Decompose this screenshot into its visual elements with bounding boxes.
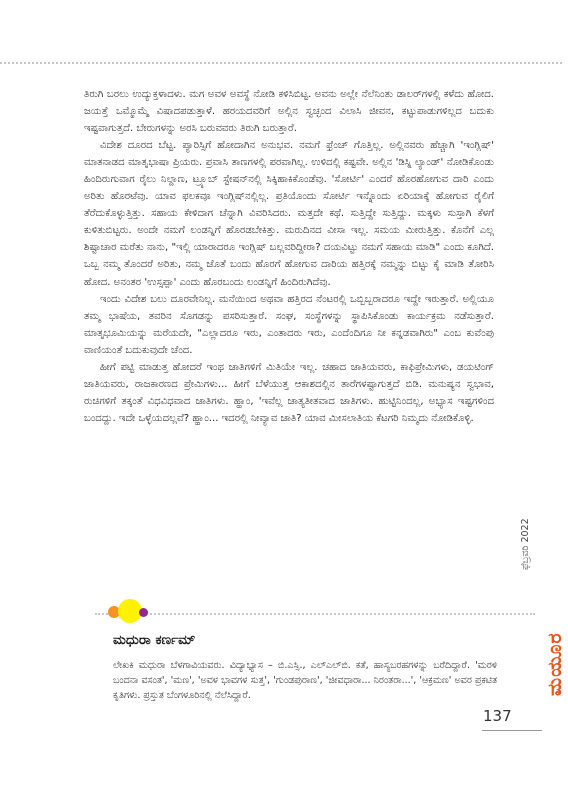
author-name: ಮಧುರಾ ಕರ್ಣಮ್: [113, 632, 196, 648]
issue-date: ಫೆಬ್ರವರಿ 2022: [520, 518, 531, 570]
article-paragraph: ವಿದೇಶ ದೂರದ ಬೆಟ್ಟ. ಪ್ಯಾರಿಸ್ಸಿಗೆ ಹೋದಾಗಿನ ಅನುಭವ. ನಮಗೆ ಫ್ರೆಂಚ್ ಗೊತ್ತಿಲ್ಲ. ಅಲ್ಲಿನವರು ಹೆಚ್ಚಾಗಿ 'ಇಂಗ್ಲಿಷ್' ಮಾತನಾಡದ ಮಾತೃಭಾಷಾ ಪ್ರಿಯರು. ಪ್ರವಾಸಿ ತಾಣಗಳಲ್ಲಿ ಪರವಾಗಿಲ್ಲ. ಉಳಿದಲ್ಲಿ ಕಷ್ಟವೇ. ಅಲ್ಲಿನ 'ಡಿಸ್ನಿ ಲ್ಯಾಂಡ್' ನೋಡಿಕೊಂಡು ಹಿಂದಿರುಗುವಾಗ ರೈಲು ನಿಲ್ದಾಣ, ಟ್ರ್ಯೂಬ್ ಸ್ಟೇಷನ್‌ನಲ್ಲಿ ಸಿಕ್ಕಿಹಾಕಿಕೊಂಡೆವು. 'ಸೋರ್ಟಿ' ಎಂದರೆ ಹೊರಹೋಗುವ ದಾರಿ ಎಂದು ಅರಿತು ಹೊರಟೆವು. ಯಾವ ಫಲಕವೂ ಇಂಗ್ಲಿಷ್‌ನಲ್ಲಿಲ್ಲ. ಪ್ರತಿಯೊಂದು ಸೋರ್ಟಿ ಇನ್ನೊಂದು ಏರಿಯಾಕ್ಕೆ ಹೋಗುವ ರೈಲಿಗೆ ತೆರೆದುಕೊಳ್ಳುತ್ತಿತ್ತು. ಸಹಾಯ ಕೇಳಿದಾಗ ಚೆನ್ನಾಗಿ ವಿವರಿಸಿದರು. ಮತ್ತದೇ ಕಥೆ. ಸುತ್ತಿದ್ದೇ ಸುತ್ತಿದ್ದು. ಮಕ್ಕಳು ಸುಸ್ತಾಗಿ ಕೆಳಗೆ ಕುಳಿತುಬಿಟ್ಟರು. ಅಂದೇ ನಮಗೆ ಲಂಡನ್ನಿಗೆ ಹೊರಡಬೇಕಿತ್ತು. ಮರುದಿನದ ವೀಸಾ ಇಲ್ಲ. ಸಮಯ ಮೀರುತ್ತಿತ್ತು. ಕೊನೆಗೆ ಎಲ್ಲ ಶಿಷ್ಟಾಚಾರ ಮರೆತು ನಾನು, "ಇಲ್ಲಿ ಯಾರಾದರೂ ಇಂಗ್ಲಿಷ್ ಬಲ್ಲವರಿದ್ದೀರಾ? ದಯವಿಟ್ಟು ನಮಗೆ ಸಹಾಯ ಮಾಡಿ" ಎಂದು ಕೂಗಿದೆ. ಒಬ್ಬ ನಮ್ಮ ತೊಂದರೆ ಅರಿತು, ನಮ್ಮ ಜೊತೆ ಬಂದು ಹೊರಗೆ ಹೋಗುವ ದಾರಿಯ ಹತ್ತಿರಕ್ಕೆ ನಮ್ಮನ್ನು ಬಿಟ್ಟು ಕೈ ಮಾಡಿ ತೋರಿಸಿ ಹೋದ. ಅನಂತರ 'ಉಸ್ಸಪ್ಪಾ' ಎಂದು ಹೊರಬಂದು ಲಂಡನ್ನಿಗೆ ಹಿಂದಿರುಗಿದೆವು.: [84, 140, 494, 288]
author-bio: ಲೇಖಕಿ ಮಧುರಾ ಬೆಳಗಾವಿಯವರು. ವಿದ್ಯಾಭ್ಯಾಸ – ಬಿ.ಎಸ್ಸಿ., ಎಲ್‌ಎಲ್‌ಬಿ. ಕತೆ, ಹಾಸ್ಯಬರಹಗಳನ್ನು ಬರೆದಿದ್ದಾರೆ. 'ಮರಳಿ ಬಂದನಾ ವಸಂತ', 'ಮಣ', 'ಅವಳ ಭಾವಗಳ ಸುತ್ತ', 'ಗುಂಡಪುರಾಣ', 'ಜೀವಧಾರಾ... ನಿರಂತರಾ...', 'ಆಕ್ರಮಣ' ಅವರ ಪ್ರಕಟಿತ ಕೃತಿಗಳು. ಪ್ರಸ್ತುತ ಬೆಂಗಳೂರಿನಲ್ಲಿ ನೆಲೆಸಿದ್ದಾರೆ.: [113, 660, 497, 701]
article-body: [84, 86, 494, 427]
article-paragraph: ಇಂದು ವಿದೇಶ ಬಲು ದೂರವೇನಿಲ್ಲ. ಮನೆಯಿಂದ ಅಥವಾ ಹತ್ತಿರದ ನೆಂಟರಲ್ಲಿ ಒಬ್ಬಿಬ್ಬರಾದರೂ ಇದ್ದೇ ಇರುತ್ತಾರೆ. ಅಲ್ಲಿಯೂ ತಮ್ಮ ಭಾಷೆಯ, ತವರಿನ ಸೊಗಡನ್ನು ಪಸರಿಸುತ್ತಾರೆ. ಸಂಘ, ಸಂಸ್ಥೆಗಳನ್ನು ಸ್ಥಾಪಿಸಿಕೊಂಡು ಕಾರ್ಯಕ್ರಮ ನಡೆಸುತ್ತಾರೆ. ಮಾತೃಭೂಮಿಯನ್ನು ಮರೆಯದೇ, "ಎಲ್ಲಾದರೂ ಇರು, ಎಂತಾದರು ಇರು, ಎಂದೆಂದಿಗೂ ನೀ ಕನ್ನಡವಾಗಿರು" ಎಂಬ ಕುವೆಂಪು ವಾಣಿಯಂತೆ ಬದುಕುವುದೇ ಚೆಂದ.: [84, 293, 494, 356]
article-paragraph: ಹೀಗೆ ಪಟ್ಟಿ ಮಾಡುತ್ತ ಹೋದರೆ ಇಂಥ ಜಾತಿಗಳಿಗೆ ಮಿತಿಯೇ ಇಲ್ಲ. ಚಹಾದ ಜಾತಿಯವರು, ಕಾಫಿಪ್ರೇಮಿಗಳು, ಡಯಟಿಂಗ್ ಜಾತಿಯವರು, ರಾಜಕಾರಣದ ಪ್ರೇಮಿಗಳು... ಹೀಗೆ ಬೆಳೆಯುತ್ತ ಆಕಾಶದಲ್ಲಿನ ತಾರೆಗಳಷ್ಟಾಗುತ್ತದೆ ಬಿಡಿ. ಮನುಷ್ಯನ ಸ್ವಭಾವ, ರುಚಿಗಳಿಗೆ ತಕ್ಕಂತೆ ವಿಧವಿಧವಾದ ಜಾತಿಗಳು. ಹ್ಹಾಂ, 'ಇವೆಲ್ಲ ಜಾತ್ಯತೀತವಾದ ಜಾತಿಗಳು. ಹುಟ್ಟಿನಿಂದಲ್ಲ, ಅಭ್ಯಾಸ ಇಷ್ಟಗಳಿಂದ ಬಂದದ್ದು. ಇದೇ ಒಳ್ಳೆಯದಲ್ಲವೆ? ಹ್ಹಾಂ... ಇದರಲ್ಲಿ ನೀವ್ಯಾವ ಜಾತಿ? ಯಾವ ಮೀಸಲಾತಿಯ ಕೆಟಗರಿ ನಿಮ್ಮದು ನೋಡಿಕೊಳ್ಳಿ.: [84, 361, 494, 424]
page-number: 137: [483, 707, 512, 725]
author-divider: [95, 613, 535, 615]
magazine-logo: ಮಯೂರ: [544, 632, 566, 696]
page-number-rule: [482, 730, 542, 731]
purple-dot-decoration: [139, 608, 148, 617]
article-paragraph: ತಿರುಗಿ ಬರಲು ಉದ್ಯುಕ್ತಳಾದಳು. ಮಗ ಅವಳ ಅವಸ್ಥೆ ನೋಡಿ ಕಳಿಸಿಬಿಟ್ಟ. ಅವನು ಅಲ್ಲೇ ನೆಲೆನಿಂತು ಡಾಲರ್‌ಗಳಲ್ಲಿ ಕಳೆದು ಹೋದ. ಜಯತ್ತೆ ಒಮ್ಮೊಮ್ಮೆ ವಿಷಾದಪಡುತ್ತಾಳೆ. ಹರಯದವರಿಗೆ ಅಲ್ಲಿನ ಸ್ವಚ್ಛಂದ ವಿಲಾಸಿ ಜೀವನ, ಕಟ್ಟುಪಾಡುಗಳಿಲ್ಲದ ಬದುಕು ಇಷ್ಟವಾಗುತ್ತದೆ. ಬೇರುಗಳನ್ನು ಅರಸಿ ಬರುವವರು ತಿರುಗಿ ಬರುತ್ತಾರೆ.: [84, 89, 494, 135]
top-dotted-rule: [0, 62, 562, 64]
